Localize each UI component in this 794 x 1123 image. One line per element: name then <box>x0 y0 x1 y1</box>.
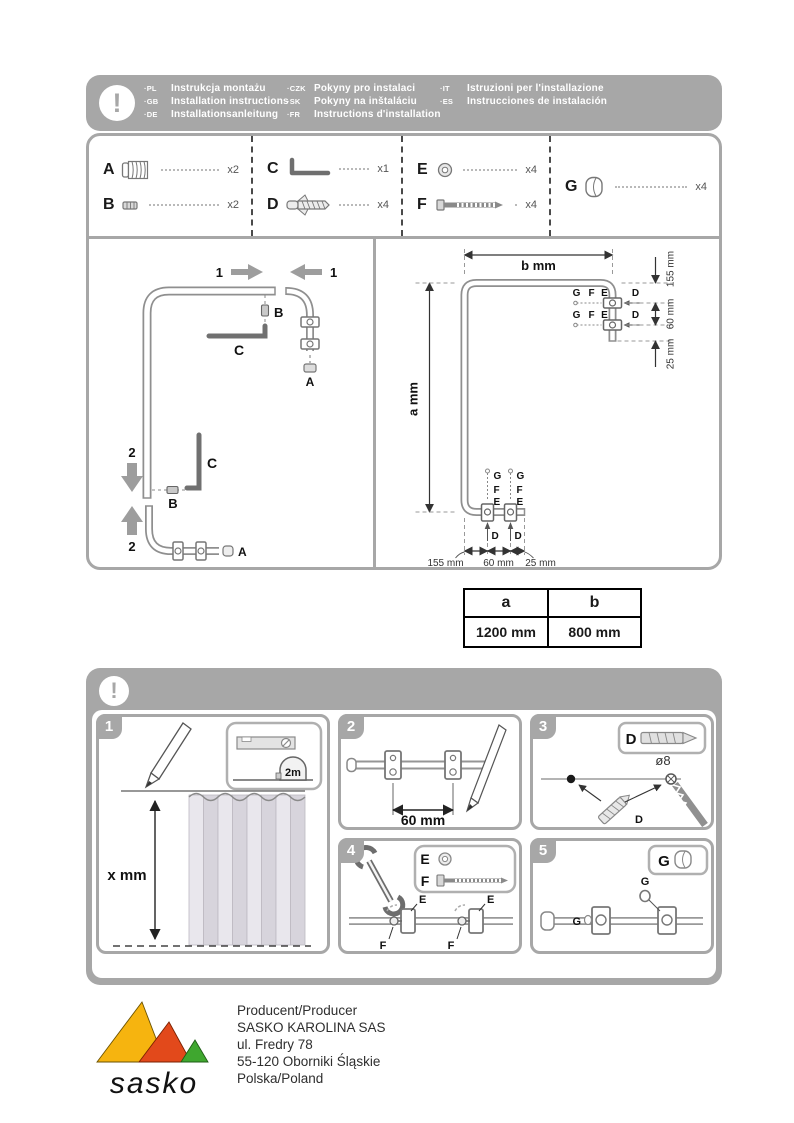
step2-label-bottom: 2 <box>128 539 136 554</box>
bracket-1 <box>387 905 415 933</box>
part-letter: D <box>267 195 279 213</box>
bracket-1 <box>385 751 401 779</box>
part-e <box>417 158 537 182</box>
part-c <box>267 157 389 181</box>
lang-es <box>440 96 607 107</box>
top-bracket-1 <box>574 298 640 308</box>
dim-b-label: b mm <box>521 258 556 273</box>
part-letter: F <box>417 195 427 213</box>
part-qty: x4 <box>525 163 537 176</box>
warning-glyph: ! <box>110 678 118 703</box>
allen-key-c <box>187 435 199 488</box>
step-2-illustration <box>341 717 519 827</box>
grub-screw-b <box>167 487 178 494</box>
arrow-to-hole <box>625 785 661 802</box>
lang-text: Instrukcja montażu <box>171 83 266 94</box>
language-column-3 <box>440 83 607 107</box>
lang-text: Pokyny pro instalaci <box>314 83 416 94</box>
side-dim-155: 155 mm <box>665 250 677 288</box>
step-2-badge: 2 <box>338 714 364 739</box>
label-g: G <box>493 471 502 482</box>
lang-code: ·DE <box>144 110 158 119</box>
cap-a <box>304 364 316 372</box>
leader-dots <box>339 204 369 206</box>
lang-sk <box>287 96 441 107</box>
bottom-dim-25: 25 mm <box>525 558 556 569</box>
size-table-header <box>464 589 641 617</box>
lang-text: Istruzioni per l'installazione <box>467 83 604 94</box>
step1-label-right: 1 <box>330 265 338 280</box>
part-qty: x2 <box>227 198 239 211</box>
threaded-coupler-icon <box>121 158 153 182</box>
label-f: F <box>493 485 500 496</box>
part-letter: C <box>267 159 279 177</box>
hole-diameter-label: ø8 <box>655 753 671 768</box>
part-qty: x2 <box>227 163 239 176</box>
label-d: D <box>631 288 640 299</box>
lang-text: Instructions d'installation <box>314 109 441 120</box>
lang-code: ·IT <box>440 84 450 93</box>
tools-inset <box>227 723 321 789</box>
a-dimension <box>416 283 458 512</box>
inset-d-label: D <box>625 731 637 748</box>
warning-icon <box>99 85 135 121</box>
lower-b-c <box>152 435 199 494</box>
label-a-top: A <box>305 375 315 389</box>
top-corner-piece <box>286 287 319 372</box>
producer-line: 55-120 Oborniki Śląskie <box>237 1054 381 1069</box>
wall-plug-icon <box>641 733 696 744</box>
bracket-2 <box>455 905 483 933</box>
lang-czk <box>287 83 441 94</box>
cap-in-bracket <box>585 916 592 925</box>
assembly-diagram <box>89 239 373 570</box>
cap-a <box>223 546 233 556</box>
producer-info <box>237 1000 386 1099</box>
label-g-floating: G <box>640 876 650 888</box>
bottom-corner-piece <box>145 506 233 560</box>
label-a-bottom: A <box>238 545 247 559</box>
label-c-bottom: C <box>207 455 218 471</box>
label-g: G <box>516 471 525 482</box>
arrow-to-dot <box>579 785 601 801</box>
producer-line: SASKO KAROLINA SAS <box>237 1020 386 1035</box>
wall-plug-d <box>598 792 633 825</box>
lang-text: Instrucciones de instalación <box>467 96 608 107</box>
label-d: D <box>514 531 522 542</box>
assembly-panel <box>89 239 376 570</box>
mounting-diagram <box>376 239 719 570</box>
lang-de <box>144 109 289 120</box>
col-b-header: b <box>548 589 641 617</box>
part-letter: A <box>103 160 115 178</box>
label-e-2: E <box>487 894 495 906</box>
washer-icon <box>435 158 455 182</box>
footer <box>93 1000 386 1099</box>
lang-code: ·CZK <box>287 84 306 93</box>
part-qty: x1 <box>377 162 389 175</box>
label-g-left: G <box>572 916 581 928</box>
label-b-top: B <box>274 305 284 320</box>
step-4-panel <box>338 838 522 954</box>
bottom-dim-155: 155 mm <box>427 558 464 569</box>
step-4-badge: 4 <box>338 838 364 863</box>
leader-dots <box>463 169 517 171</box>
leader-dots <box>149 204 219 206</box>
side-dimensions <box>618 257 672 367</box>
leader-dots <box>339 168 369 170</box>
plug-d-label: D <box>635 814 643 826</box>
tape-length-label: 2m <box>285 767 301 779</box>
instructions-sheet-top <box>86 75 722 570</box>
upper-b-c <box>209 295 269 336</box>
floating-cap <box>640 891 660 912</box>
label-c-top: C <box>233 342 245 358</box>
label-d: D <box>631 310 640 321</box>
language-column-2 <box>287 83 441 120</box>
grub-screw-b <box>262 305 269 316</box>
step-2-panel <box>338 714 522 830</box>
label-e: E <box>516 497 524 508</box>
allen-key-icon <box>285 157 331 181</box>
allen-key-c <box>209 326 265 336</box>
part-d <box>267 192 389 218</box>
label-f-1: F <box>379 940 387 951</box>
bracket-2 <box>658 907 676 934</box>
drill-bit-icon <box>673 784 705 825</box>
spacing-dim-label: 60 mm <box>400 812 446 827</box>
size-table-values <box>464 617 641 647</box>
lang-pl <box>144 83 289 94</box>
part-a <box>103 158 239 182</box>
producer-line: Producent/Producer <box>237 1003 358 1018</box>
label-f-2: F <box>447 940 455 951</box>
screw-icon <box>435 193 507 217</box>
diagram-panels <box>89 239 719 570</box>
x-dim-label: x mm <box>107 867 147 884</box>
pencil-icon <box>146 723 191 787</box>
brand-name: sasko <box>109 1067 199 1100</box>
value-a: 1200 mm <box>464 617 548 647</box>
lang-text: Installation instructions <box>171 96 289 107</box>
shower-curtain <box>189 794 305 946</box>
mountains-logo-icon <box>95 1000 213 1064</box>
label-d: D <box>491 531 499 542</box>
step-5-badge: 5 <box>530 838 556 863</box>
label-g: G <box>572 288 581 299</box>
step-3-illustration <box>533 717 711 827</box>
lang-code: ·FR <box>287 110 301 119</box>
part-qty: x4 <box>695 181 707 193</box>
part-letter: B <box>103 195 115 213</box>
rod-with-brackets <box>541 907 703 934</box>
warning-icon-2 <box>99 676 129 706</box>
bracket-1 <box>592 907 610 934</box>
label-e: E <box>601 288 608 299</box>
warning-glyph: ! <box>112 87 122 118</box>
dim-a-label: a mm <box>405 382 421 416</box>
end-cap-icon <box>583 175 607 199</box>
lang-text: Installationsanleitung <box>171 109 279 120</box>
part-qty: x4 <box>525 198 537 211</box>
mounting-panel <box>376 239 719 570</box>
side-dim-25: 25 mm <box>665 338 677 370</box>
label-e: E <box>601 310 608 321</box>
lang-code: ·GB <box>144 97 159 106</box>
step-1-illustration <box>99 717 327 951</box>
lang-code: ·SK <box>287 97 301 106</box>
step-3-panel <box>530 714 714 830</box>
step-1-badge: 1 <box>96 714 122 739</box>
sasko-logo <box>93 1000 215 1099</box>
label-f: F <box>516 485 523 496</box>
inset-g-label: G <box>658 853 670 870</box>
step2-label-top: 2 <box>128 445 136 460</box>
label-b-bottom: B <box>168 496 178 511</box>
drill-hole <box>666 774 676 784</box>
lang-text: Pokyny na inštaláciu <box>314 96 417 107</box>
diagram-box <box>86 133 722 570</box>
grub-screw-icon <box>121 193 141 217</box>
rod-with-brackets <box>347 751 487 779</box>
fastener-inset <box>415 846 515 892</box>
wrench-icon <box>356 847 403 913</box>
step1-arrows <box>231 264 322 280</box>
leader-dots <box>161 169 219 171</box>
lang-code: ·ES <box>440 97 454 106</box>
size-table <box>463 588 642 648</box>
leader-dots <box>515 204 517 206</box>
step-5-illustration <box>533 841 711 951</box>
label-g: G <box>572 310 581 321</box>
lang-code: ·PL <box>144 84 157 93</box>
lang-it <box>440 83 607 94</box>
part-g <box>565 175 707 199</box>
label-e: E <box>493 497 501 508</box>
step-4-illustration <box>341 841 519 951</box>
part-letter: E <box>417 160 428 178</box>
wall-plug-icon <box>285 192 331 218</box>
side-dim-60: 60 mm <box>665 298 677 330</box>
step-3-badge: 3 <box>530 714 556 739</box>
value-b: 800 mm <box>548 617 641 647</box>
lang-fr <box>287 109 441 120</box>
lang-gb <box>144 96 289 107</box>
parts-column-g <box>551 136 719 236</box>
producer-line: ul. Fredry 78 <box>237 1037 313 1052</box>
bracket-2 <box>445 751 461 779</box>
part-b <box>103 193 239 217</box>
parts-column-ef <box>403 136 551 236</box>
step2-arrows <box>121 463 143 535</box>
bottom-dim-60: 60 mm <box>483 558 514 569</box>
instructions-header <box>86 75 722 131</box>
producer-line: Polska/Poland <box>237 1071 324 1086</box>
leader-dots <box>615 186 687 188</box>
step-1-panel <box>96 714 330 954</box>
parts-column-cd <box>253 136 403 236</box>
label-f: F <box>588 288 595 299</box>
left-end-cap <box>541 912 554 930</box>
inset-e-label: E <box>420 851 430 867</box>
end-cap-icon <box>675 851 691 868</box>
mark-dot <box>567 775 575 783</box>
part-letter: G <box>565 178 578 195</box>
part-qty: x4 <box>377 198 389 211</box>
top-bracket-2 <box>574 320 640 330</box>
parts-column-ab <box>89 136 253 236</box>
parts-list <box>89 136 719 239</box>
label-e-1: E <box>419 894 427 906</box>
language-column-1 <box>144 83 289 120</box>
rod-with-brackets <box>349 905 513 933</box>
label-f: F <box>588 310 595 321</box>
col-a-header: a <box>464 589 548 617</box>
part-f <box>417 193 537 217</box>
step1-label-left: 1 <box>215 265 223 280</box>
step-5-panel <box>530 838 714 954</box>
inset-f-label: F <box>420 873 430 889</box>
